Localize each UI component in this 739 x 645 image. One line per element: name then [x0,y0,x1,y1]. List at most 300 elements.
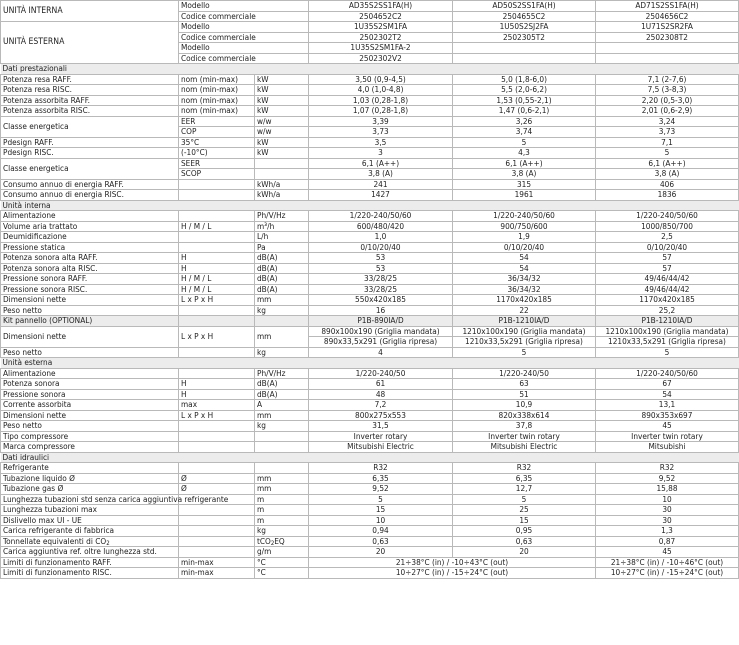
value-model-3: 5 [596,148,739,159]
value-model-2: 4,3 [453,148,596,159]
row-unit: kg [255,526,309,537]
row-unit: dB(A) [255,284,309,295]
value-model-1: 1427 [309,190,453,201]
row-condition [179,442,255,453]
row-condition: EER [179,116,255,127]
row-label: Potenza resa RISC. [1,85,179,96]
value-model-3: 1,3 [596,526,739,537]
row-label: Alimentazione [1,211,179,222]
section-title: Dati idraulici [1,452,739,463]
row-unit: mm [255,295,309,306]
value-model-2: 1,9 [453,232,596,243]
row-label: Refrigerante [1,463,179,474]
value-model-1: 4,0 (1,0-4,8) [309,85,453,96]
indoor-row [1,221,739,232]
row-label: Peso netto [1,421,179,432]
value-model-2: 0,63 [453,536,596,547]
limits-model-3: 21÷38°C (in) / -10÷46°C (out) [596,557,739,568]
row-label: Modello [179,22,309,33]
perf-row [1,106,739,117]
row-unit [255,442,309,453]
value-model-2: 1,53 (0,55-2,1) [453,95,596,106]
row-condition [179,368,255,379]
value-model-1: 1,07 (0,28-1,8) [309,106,453,117]
value-model-1: 10 [309,515,453,526]
outdoor-row [1,421,739,432]
value-model-3: 7,5 (3-8,3) [596,85,739,96]
indoor-row [1,295,739,306]
value-model-3: 30 [596,515,739,526]
cell [179,347,255,358]
row-unit: m³/h [255,221,309,232]
value-model-2: 1961 [453,190,596,201]
value-model-3: 3,24 [596,116,739,127]
value-model-1: 600/480/420 [309,221,453,232]
value-model-2: 5,5 (2,0-6,2) [453,85,596,96]
value-model-3: Inverter twin rotary [596,431,739,442]
row-condition: min-max [179,557,255,568]
value-model-1: 0/10/20/40 [309,242,453,253]
value-model-3: 49/46/44/42 [596,274,739,285]
consumo-row [1,179,739,190]
row-unit: kW [255,85,309,96]
row-label: Tubazione liquido Ø [1,473,179,484]
value-model-1: 550x420x185 [309,295,453,306]
subscript: 2 [270,539,275,547]
row-condition [179,305,255,316]
row-unit: dB(A) [255,389,309,400]
value-model-3: 57 [596,253,739,264]
row-label: Corrente assorbita [1,400,179,411]
consumo-row [1,190,739,201]
value-model-2: 54 [453,263,596,274]
row-unit [255,169,309,180]
indoor-row [1,263,739,274]
kit-dim-row [1,326,739,337]
value-model-1: Mitsubishi Electric [309,442,453,453]
value-model-2: 900/750/600 [453,221,596,232]
row-condition [179,536,255,547]
section-dati-prestazionali [1,64,739,75]
row-label: Pressione sonora [1,389,179,400]
section-dati-idraulici [1,452,739,463]
row-unit: mm [255,484,309,495]
value-model-3: 30 [596,505,739,516]
row-unit: kW [255,148,309,159]
value-model-2: 1,47 (0,6-2,1) [453,106,596,117]
value-model-1: 16 [309,305,453,316]
row-condition: nom (min-max) [179,95,255,106]
subscript: 2 [106,539,110,547]
row-label: Pdesign RAFF. [1,137,179,148]
cell [453,43,596,54]
outdoor-code-2: 2502305T2 [453,32,596,43]
row-label: Volume aria trattato [1,221,179,232]
indoor-row [1,305,739,316]
value-model-1: 3,5 [309,137,453,148]
value-model-1: 9,52 [309,484,453,495]
value-model-3: 0,87 [596,536,739,547]
value-model-3: 7,1 [596,137,739,148]
value-model-2: 5 [453,347,596,358]
value-model-1: 0,63 [309,536,453,547]
row-label: Codice commerciale [179,11,309,22]
value-model-2: 63 [453,379,596,390]
row-unit: Ph/V/Hz [255,368,309,379]
row-condition [179,211,255,222]
value-model-2: 1170x420x185 [453,295,596,306]
row-label: Tonnellate equivalenti di $CO_2$ [1,536,179,547]
limits-model-3: 10÷27°C (in) / -15÷24°C (out) [596,568,739,579]
row-unit: dB(A) [255,263,309,274]
row-label: Carica aggiuntiva ref. oltre lunghezza std. [1,547,179,558]
header-row-modello-interna [1,1,739,12]
outdoor-code-1: 2502302T2 [309,32,453,43]
row-unit: L/h [255,232,309,243]
value-model-2: 5 [453,494,596,505]
value-model-1: 1/220-240/50 [309,368,453,379]
value-model-1: 3,73 [309,127,453,138]
row-label: Lunghezza tubazioni max [1,505,179,516]
header-row-modello-esterna [1,22,739,33]
row-condition [179,232,255,243]
row-unit: °C [255,568,309,579]
kit-dim-ripresa-1: 890x33,5x291 (Griglia ripresa) [309,337,453,348]
row-condition [179,505,255,516]
cell [255,316,309,327]
row-unit: tCO$_2$EQ [255,536,309,547]
outdoor-model-alt: 1U35S2SM1FA-2 [309,43,453,54]
row-label: Kit pannello (OPTIONAL) [1,316,179,327]
row-unit: mm [255,473,309,484]
value-model-3: 25,2 [596,305,739,316]
row-condition [179,421,255,432]
row-condition: H / M / L [179,274,255,285]
row-condition: min-max [179,568,255,579]
value-model-3: 406 [596,179,739,190]
value-model-1: 53 [309,253,453,264]
row-label: Potenza assorbita RISC. [1,106,179,117]
value-model-1: 61 [309,379,453,390]
value-model-3: 5 [596,347,739,358]
value-model-3: 3,73 [596,127,739,138]
value-model-3: 2,5 [596,232,739,243]
row-unit: Pa [255,242,309,253]
value-model-3: 1836 [596,190,739,201]
row-condition [179,463,255,474]
row-label: Limiti di funzionamento RISC. [1,568,179,579]
value-model-1: 31,5 [309,421,453,432]
cell [596,53,739,64]
value-model-1: 800x275x553 [309,410,453,421]
row-condition: (-10°C) [179,148,255,159]
value-model-3: 1/220-240/50/60 [596,368,739,379]
row-label: Dimensioni nette [1,326,179,347]
value-model-2: 5,0 (1,8-6,0) [453,74,596,85]
value-model-3: 9,52 [596,473,739,484]
value-model-2: 25 [453,505,596,516]
row-unit: kW [255,137,309,148]
row-label: Modello [179,43,309,54]
row-unit: kW [255,95,309,106]
row-label: Tipo compressore [1,431,179,442]
value-model-1: 0,94 [309,526,453,537]
row-unit: dB(A) [255,379,309,390]
value-model-3: 67 [596,379,739,390]
outdoor-row [1,368,739,379]
row-unit: dB(A) [255,253,309,264]
value-model-2: 315 [453,179,596,190]
value-model-1: 6,1 (A++) [309,158,453,169]
value-model-3: 2,01 (0,6-2,9) [596,106,739,117]
row-unit: A [255,400,309,411]
value-model-2: 10,9 [453,400,596,411]
row-condition: H [179,389,255,400]
kit-model-3: P1B-1210IA/D [596,316,739,327]
hydraulic-row [1,536,739,547]
value-model-3: 3,8 (A) [596,169,739,180]
value-model-3: 7,1 (2-7,6) [596,74,739,85]
row-label: Potenza assorbita RAFF. [1,95,179,106]
outdoor-row [1,431,739,442]
hydraulic-row [1,526,739,537]
row-label: Deumidificazione [1,232,179,243]
value-model-3: 1170x420x185 [596,295,739,306]
row-condition: 35°C [179,137,255,148]
row-label: Pressione sonora RISC. [1,284,179,295]
value-model-2: 6,35 [453,473,596,484]
value-model-2: 1/220-240/50 [453,368,596,379]
value-model-2: Inverter twin rotary [453,431,596,442]
limits-model-1-2: 21÷38°C (in) / -10÷43°C (out) [309,557,596,568]
outdoor-model-1: 1U35S2SM1FA [309,22,453,33]
row-condition: Ø [179,484,255,495]
value-model-3: 2,20 (0,5-3,0) [596,95,739,106]
model-code-2: 2504655C2 [453,11,596,22]
cell [596,43,739,54]
model-name-1: AD35S2SS1FA(H) [309,1,453,12]
row-label: Modello [179,1,309,12]
value-model-2: 0/10/20/40 [453,242,596,253]
row-label: Carica refrigerante di fabbrica [1,526,179,537]
value-model-1: R32 [309,463,453,474]
value-model-1: 53 [309,263,453,274]
section-unita-interna [1,200,739,211]
value-model-2: 3,74 [453,127,596,138]
kit-dim-mandata-1: 890x100x190 (Griglia mandata) [309,326,453,337]
row-condition: H [179,379,255,390]
value-model-1: Inverter rotary [309,431,453,442]
row-label: Potenza resa RAFF. [1,74,179,85]
pdesign-row [1,137,739,148]
value-model-3: 15,88 [596,484,739,495]
hydraulic-row [1,547,739,558]
value-model-3: Mitsubishi [596,442,739,453]
indoor-row [1,284,739,295]
value-model-1: 33/28/25 [309,284,453,295]
indoor-row [1,242,739,253]
row-unit [255,463,309,474]
hydraulic-row [1,505,739,516]
value-model-2: 12,7 [453,484,596,495]
row-label: Alimentazione [1,368,179,379]
perf-row [1,74,739,85]
row-condition [179,515,255,526]
section-title: Unità esterna [1,358,739,369]
section-unita-esterna [1,358,739,369]
value-model-1: 1,0 [309,232,453,243]
model-code-3: 2504656C2 [596,11,739,22]
perf-row [1,95,739,106]
row-unit [255,158,309,169]
value-model-3: 10 [596,494,739,505]
kit-dim-ripresa-2: 1210x33,5x291 (Griglia ripresa) [453,337,596,348]
row-unit: dB(A) [255,274,309,285]
kit-row [1,316,739,327]
indoor-row [1,274,739,285]
cell [179,316,255,327]
model-code-1: 2504652C2 [309,11,453,22]
kit-model-2: P1B-1210IA/D [453,316,596,327]
section-title: Dati prestazionali [1,64,739,75]
value-model-2: 54 [453,253,596,264]
row-condition [179,179,255,190]
value-model-1: 5 [309,494,453,505]
value-model-3: 45 [596,547,739,558]
value-model-2: 6,1 (A++) [453,158,596,169]
value-model-3: 1/220-240/50/60 [596,211,739,222]
row-condition: H [179,263,255,274]
value-model-2: 20 [453,547,596,558]
kit-peso-row [1,347,739,358]
row-condition: L x P x H [179,410,255,421]
row-unit: kWh/a [255,179,309,190]
outdoor-row [1,442,739,453]
outdoor-row [1,410,739,421]
value-model-1: 3,8 (A) [309,169,453,180]
row-label: Tubazione gas Ø [1,484,179,495]
outdoor-code-alt: 2502302V2 [309,53,453,64]
value-model-1: 3 [309,148,453,159]
row-label: Pressione sonora RAFF. [1,274,179,285]
row-condition [179,190,255,201]
outdoor-code-3: 2502308T2 [596,32,739,43]
value-model-2: 3,26 [453,116,596,127]
row-unit: °C [255,557,309,568]
value-model-1: 3,50 (0,9-4,5) [309,74,453,85]
value-model-3: 49/46/44/42 [596,284,739,295]
row-condition [179,526,255,537]
value-model-2: R32 [453,463,596,474]
value-model-3: 57 [596,263,739,274]
model-name-3: AD71S2SS1FA(H) [596,1,739,12]
row-condition: H / M / L [179,221,255,232]
row-unit: kg [255,305,309,316]
value-model-3: 13,1 [596,400,739,411]
outdoor-row [1,389,739,400]
value-model-3: 6,1 (A++) [596,158,739,169]
hydraulic-row [1,484,739,495]
outdoor-row [1,379,739,390]
row-label: Dimensioni nette [1,295,179,306]
row-condition: SCOP [179,169,255,180]
value-model-1: 15 [309,505,453,516]
value-model-2: 15 [453,515,596,526]
model-name-2: AD50S2SS1FA(H) [453,1,596,12]
row-unit: Ph/V/Hz [255,211,309,222]
value-model-3: R32 [596,463,739,474]
row-condition: nom (min-max) [179,106,255,117]
row-unit: kg [255,347,309,358]
value-model-2: 1/220-240/50/60 [453,211,596,222]
limits-row [1,568,739,579]
indoor-row [1,211,739,222]
value-model-2: 22 [453,305,596,316]
limits-row [1,557,739,568]
outdoor-row [1,400,739,411]
value-model-2: 36/34/32 [453,284,596,295]
row-unit: kWh/a [255,190,309,201]
row-unit [255,431,309,442]
kit-dim-ripresa-3: 1210x33,5x291 (Griglia ripresa) [596,337,739,348]
value-model-3: 45 [596,421,739,432]
value-model-2: 3,8 (A) [453,169,596,180]
value-model-1: 48 [309,389,453,400]
row-label: Limiti di funzionamento RAFF. [1,557,179,568]
row-unit: g/m [255,547,309,558]
hydraulic-row [1,473,739,484]
row-condition: nom (min-max) [179,74,255,85]
row-condition: nom (min-max) [179,85,255,96]
energy-class-row [1,158,739,169]
value-model-3: 54 [596,389,739,400]
value-model-3: 1000/850/700 [596,221,739,232]
value-model-1: 20 [309,547,453,558]
value-model-1: 3,39 [309,116,453,127]
row-label: Codice commerciale [179,32,309,43]
row-unit: w/w [255,116,309,127]
row-label: Consumo annuo di energia RISC. [1,190,179,201]
row-unit: m [255,505,309,516]
row-condition [179,242,255,253]
row-unit: mm [255,410,309,421]
value-model-2: 820x338x614 [453,410,596,421]
row-label: Potenza sonora [1,379,179,390]
row-label: Pressione statica [1,242,179,253]
outdoor-model-3: 1U71S2SR2FA [596,22,739,33]
value-model-1: 1/220-240/50/60 [309,211,453,222]
outdoor-model-2: 1U50S2SJ2FA [453,22,596,33]
value-model-1: 7,2 [309,400,453,411]
energy-class-row [1,116,739,127]
row-condition: H [179,253,255,264]
value-model-2: 37,8 [453,421,596,432]
row-label: Classe energetica [1,116,179,137]
row-condition: SEER [179,158,255,169]
row-unit: kW [255,74,309,85]
row-label: Classe energetica [1,158,179,179]
cell [453,53,596,64]
value-model-2: 36/34/32 [453,274,596,285]
section-title: Unità interna [1,200,739,211]
row-condition: L x P x H [179,326,255,347]
row-unit: m [255,494,309,505]
value-model-3: 0/10/20/40 [596,242,739,253]
row-unit: mm [255,326,309,347]
indoor-row [1,232,739,243]
hydraulic-row [1,494,739,505]
value-model-3: 890x353x697 [596,410,739,421]
